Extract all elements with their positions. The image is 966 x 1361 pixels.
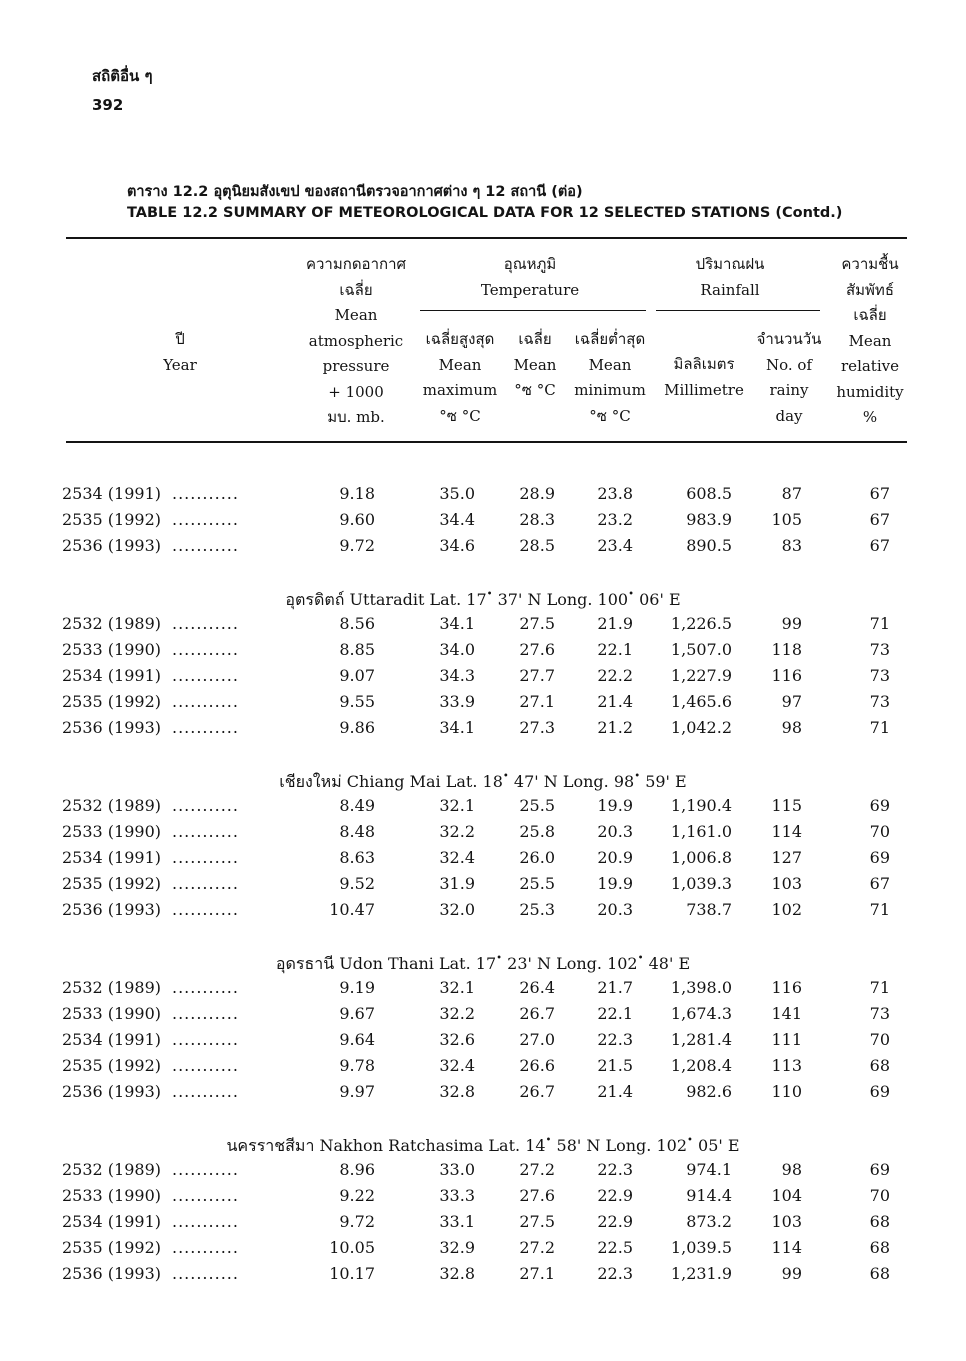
rainfall-group-rule (656, 310, 820, 311)
cell-tmean: 26.0 (519, 848, 555, 867)
cell-pressure: 10.47 (329, 900, 375, 919)
cell-humidity: 69 (869, 1160, 890, 1179)
degree-mark: • (486, 589, 493, 600)
cell-humidity: 70 (869, 822, 890, 841)
cell-pressure: 10.05 (329, 1238, 375, 1257)
leader-dots: ........... (172, 1160, 239, 1179)
lat-degrees: 18 (482, 772, 503, 791)
cell-year: 2536 (1993) (62, 718, 162, 737)
cell-year: 2535 (1992) (62, 510, 162, 529)
lat-minutes: 47' N (513, 772, 558, 791)
cell-tmax: 32.1 (439, 978, 475, 997)
cell-year: 2534 (1991) (62, 848, 162, 867)
station-name: Udon Thani (339, 954, 434, 973)
leader-dots: ........... (172, 978, 239, 997)
cell-humidity: 71 (869, 978, 890, 997)
cell-rainfall-mm: 974.1 (686, 1160, 732, 1179)
cell-rainfall-mm: 982.6 (686, 1082, 732, 1101)
leader-dots: ........... (172, 1264, 239, 1283)
leader-dots: ........... (172, 640, 239, 659)
cell-year: 2533 (1990) (62, 1186, 162, 1205)
cell-tmean: 27.5 (519, 614, 555, 633)
cell-rainfall-mm: 1,227.9 (670, 666, 732, 685)
cell-tmin: 22.3 (597, 1160, 633, 1179)
station-name: Chiang Mai (346, 772, 441, 791)
station-name: Uttaradit (349, 590, 425, 609)
lat-label: Lat. (445, 772, 478, 791)
cell-rainy-days: 116 (771, 666, 802, 685)
cell-pressure: 9.22 (339, 1186, 375, 1205)
cell-year: 2533 (1990) (62, 640, 162, 659)
cell-year: 2532 (1989) (62, 614, 162, 633)
cell-year: 2532 (1989) (62, 978, 162, 997)
leader-dots: ........... (172, 484, 239, 503)
cell-pressure: 10.17 (329, 1264, 375, 1283)
cell-year: 2534 (1991) (62, 1030, 162, 1049)
cell-tmax: 32.2 (439, 822, 475, 841)
table-title-thai: ตาราง 12.2 อุตุนิยมสังเขป ของสถานีตรวจอากาศต่าง ๆ 12 สถานี (ต่อ) (127, 184, 583, 200)
cell-rainy-days: 114 (771, 1238, 802, 1257)
cell-rainfall-mm: 1,190.4 (670, 796, 732, 815)
rainfall-group-header: ปริมาณฝน Rainfall (695, 255, 765, 299)
cell-rainy-days: 113 (771, 1056, 802, 1075)
degree-mark: • (637, 953, 644, 964)
cell-rainfall-mm: 1,231.9 (670, 1264, 732, 1283)
cell-rainfall-mm: 1,398.0 (670, 978, 732, 997)
cell-humidity: 73 (869, 666, 890, 685)
cell-tmax: 32.0 (439, 900, 475, 919)
rainy-days-header: จำนวนวัน No. of rainy day (756, 330, 822, 425)
degree-mark: • (545, 1135, 552, 1146)
cell-humidity: 68 (869, 1212, 890, 1231)
cell-tmin: 22.2 (597, 666, 633, 685)
cell-tmax: 32.8 (439, 1264, 475, 1283)
cell-tmin: 23.2 (597, 510, 633, 529)
leader-dots: ........... (172, 848, 239, 867)
leader-dots: ........... (172, 822, 239, 841)
cell-humidity: 67 (869, 484, 890, 503)
cell-year: 2535 (1992) (62, 874, 162, 893)
station-name: Nakhon Ratchasima (319, 1136, 484, 1155)
cell-rainy-days: 103 (771, 874, 802, 893)
cell-rainy-days: 127 (771, 848, 802, 867)
cell-tmin: 21.4 (597, 1082, 633, 1101)
tmean-header: เฉลี่ย Mean °ซ °C (513, 330, 557, 399)
cell-tmean: 28.3 (519, 510, 555, 529)
cell-year: 2534 (1991) (62, 1212, 162, 1231)
station-name-thai: อุตรดิตถ์ (285, 590, 345, 609)
cell-year: 2534 (1991) (62, 666, 162, 685)
cell-pressure: 8.56 (339, 614, 375, 633)
leader-dots: ........... (172, 1004, 239, 1023)
cell-pressure: 9.72 (339, 536, 375, 555)
cell-tmax: 32.9 (439, 1238, 475, 1257)
long-degrees: 102 (607, 954, 638, 973)
cell-pressure: 9.52 (339, 874, 375, 893)
cell-rainy-days: 141 (771, 1004, 802, 1023)
cell-rainfall-mm: 1,161.0 (670, 822, 732, 841)
leader-dots: ........... (172, 614, 239, 633)
cell-tmin: 22.9 (597, 1186, 633, 1205)
cell-tmax: 32.4 (439, 1056, 475, 1075)
cell-rainy-days: 105 (771, 510, 802, 529)
cell-pressure: 9.97 (339, 1082, 375, 1101)
long-label: Long. (605, 1136, 652, 1155)
cell-rainfall-mm: 608.5 (686, 484, 732, 503)
cell-rainy-days: 99 (781, 1264, 802, 1283)
lat-minutes: 37' N (497, 590, 542, 609)
station-name-thai: เชียงใหม่ (279, 772, 342, 791)
cell-tmin: 19.9 (597, 874, 633, 893)
cell-tmin: 20.3 (597, 900, 633, 919)
cell-tmax: 32.8 (439, 1082, 475, 1101)
cell-humidity: 71 (869, 718, 890, 737)
cell-year: 2533 (1990) (62, 1004, 162, 1023)
cell-tmean: 27.2 (519, 1160, 555, 1179)
cell-tmean: 27.0 (519, 1030, 555, 1049)
cell-rainfall-mm: 1,039.3 (670, 874, 732, 893)
cell-rainfall-mm: 1,507.0 (670, 640, 732, 659)
station-heading (0, 770, 966, 795)
leader-dots: ........... (172, 1030, 239, 1049)
cell-humidity: 68 (869, 1238, 890, 1257)
cell-tmean: 27.6 (519, 640, 555, 659)
lat-label: Lat. (439, 954, 471, 973)
cell-tmax: 34.1 (439, 614, 475, 633)
long-minutes: 05' E (698, 1136, 740, 1155)
cell-tmean: 26.4 (519, 978, 555, 997)
cell-tmean: 25.3 (519, 900, 555, 919)
cell-year: 2536 (1993) (62, 536, 162, 555)
cell-tmax: 33.0 (439, 1160, 475, 1179)
degree-mark: • (628, 589, 634, 600)
cell-rainfall-mm: 1,226.5 (670, 614, 732, 633)
cell-rainfall-mm: 1,039.5 (670, 1238, 732, 1257)
leader-dots: ........... (172, 1238, 239, 1257)
leader-dots: ........... (172, 666, 239, 685)
leader-dots: ........... (172, 1212, 239, 1231)
cell-humidity: 70 (869, 1186, 890, 1205)
cell-tmin: 21.9 (597, 614, 633, 633)
header-bottom-rule (66, 441, 907, 443)
cell-tmean: 26.7 (519, 1082, 555, 1101)
cell-rainfall-mm: 738.7 (686, 900, 732, 919)
cell-year: 2536 (1993) (62, 1264, 162, 1283)
cell-humidity: 69 (869, 796, 890, 815)
cell-tmax: 33.1 (439, 1212, 475, 1231)
cell-year: 2536 (1993) (62, 1082, 162, 1101)
cell-tmax: 34.6 (439, 536, 475, 555)
cell-tmax: 34.0 (439, 640, 475, 659)
cell-pressure: 9.72 (339, 1212, 375, 1231)
cell-rainfall-mm: 1,465.6 (670, 692, 732, 711)
cell-humidity: 68 (869, 1056, 890, 1075)
cell-year: 2533 (1990) (62, 822, 162, 841)
long-degrees: 102 (656, 1136, 688, 1155)
cell-humidity: 69 (869, 848, 890, 867)
humidity-header: ความชื้น สัมพัทธ์ เฉลี่ย Mean relative humidity % (836, 255, 904, 426)
lat-degrees: 14 (525, 1136, 546, 1155)
cell-tmean: 26.6 (519, 1056, 555, 1075)
cell-rainy-days: 103 (771, 1212, 802, 1231)
station-heading (0, 952, 966, 977)
cell-pressure: 9.07 (339, 666, 375, 685)
cell-tmax: 32.6 (439, 1030, 475, 1049)
cell-year: 2535 (1992) (62, 1238, 162, 1257)
cell-tmin: 22.5 (597, 1238, 633, 1257)
cell-tmean: 27.1 (519, 692, 555, 711)
cell-tmin: 22.1 (597, 1004, 633, 1023)
cell-tmin: 22.3 (597, 1030, 633, 1049)
degree-mark: • (496, 953, 503, 964)
cell-humidity: 73 (869, 640, 890, 659)
cell-tmin: 21.4 (597, 692, 633, 711)
cell-tmean: 28.5 (519, 536, 555, 555)
cell-rainfall-mm: 873.2 (686, 1212, 732, 1231)
station-heading (0, 1134, 966, 1159)
year-header: ปี Year (163, 330, 197, 374)
leader-dots: ........... (172, 510, 239, 529)
cell-rainy-days: 98 (781, 718, 802, 737)
degree-mark: • (687, 1135, 693, 1146)
degree-mark: • (634, 771, 641, 782)
station-heading (0, 588, 966, 613)
page-number: 392 (92, 96, 124, 114)
cell-tmin: 19.9 (597, 796, 633, 815)
cell-pressure: 9.18 (339, 484, 375, 503)
cell-tmean: 25.5 (519, 796, 555, 815)
tmax-header: เฉลี่ยสูงสุด Mean maximum °ซ °C (422, 330, 498, 425)
leader-dots: ........... (172, 796, 239, 815)
temperature-group-rule (420, 310, 646, 311)
cell-tmin: 21.5 (597, 1056, 633, 1075)
cell-humidity: 67 (869, 874, 890, 893)
cell-rainy-days: 98 (781, 1160, 802, 1179)
table-title-english: TABLE 12.2 SUMMARY OF METEOROLOGICAL DATA FOR 12 SELECTED STATIONS (Contd.) (127, 205, 843, 221)
station-name-thai: นครราชสีมา (226, 1136, 315, 1155)
cell-tmean: 27.3 (519, 718, 555, 737)
cell-rainy-days: 83 (781, 536, 802, 555)
cell-humidity: 69 (869, 1082, 890, 1101)
table-top-rule (66, 237, 907, 239)
cell-rainy-days: 104 (771, 1186, 802, 1205)
cell-rainfall-mm: 914.4 (686, 1186, 732, 1205)
pressure-header: ความกดอากาศ เฉลี่ย Mean atmospheric pressure + 1000 มบ. mb. (305, 255, 407, 426)
lat-minutes: 58' N (556, 1136, 601, 1155)
leader-dots: ........... (172, 692, 239, 711)
cell-rainfall-mm: 890.5 (686, 536, 732, 555)
cell-rainy-days: 118 (771, 640, 802, 659)
cell-year: 2536 (1993) (62, 900, 162, 919)
millimetre-header: มิลลิเมตร Millimetre (664, 355, 744, 399)
temperature-group-header: อุณหภูมิ Temperature (480, 255, 580, 299)
cell-tmean: 25.8 (519, 822, 555, 841)
cell-rainfall-mm: 1,281.4 (670, 1030, 732, 1049)
lat-degrees: 17 (466, 590, 487, 609)
section-label: สถิติอื่น ๆ (92, 67, 153, 85)
tmin-header: เฉลี่ยต่ำสุด Mean minimum °ซ °C (574, 330, 646, 425)
cell-rainy-days: 111 (771, 1030, 802, 1049)
lat-minutes: 23' N (507, 954, 551, 973)
long-degrees: 98 (613, 772, 635, 791)
leader-dots: ........... (172, 1056, 239, 1075)
long-label: Long. (562, 772, 609, 791)
degree-mark: • (502, 771, 509, 782)
cell-pressure: 9.78 (339, 1056, 375, 1075)
lat-label: Lat. (429, 590, 462, 609)
cell-rainfall-mm: 1,042.2 (670, 718, 732, 737)
cell-pressure: 8.85 (339, 640, 375, 659)
cell-tmean: 27.1 (519, 1264, 555, 1283)
cell-tmin: 22.9 (597, 1212, 633, 1231)
cell-pressure: 9.67 (339, 1004, 375, 1023)
cell-rainfall-mm: 1,006.8 (670, 848, 732, 867)
cell-rainy-days: 102 (771, 900, 802, 919)
lat-label: Lat. (488, 1136, 521, 1155)
long-degrees: 100 (597, 590, 629, 609)
cell-rainfall-mm: 1,674.3 (670, 1004, 732, 1023)
cell-tmax: 34.3 (439, 666, 475, 685)
cell-pressure: 8.48 (339, 822, 375, 841)
cell-rainy-days: 110 (771, 1082, 802, 1101)
long-minutes: 06' E (639, 590, 681, 609)
cell-pressure: 9.86 (339, 718, 375, 737)
cell-pressure: 9.55 (339, 692, 375, 711)
cell-tmean: 25.5 (519, 874, 555, 893)
cell-rainfall-mm: 983.9 (686, 510, 732, 529)
cell-tmax: 35.0 (439, 484, 475, 503)
cell-humidity: 67 (869, 536, 890, 555)
cell-rainy-days: 97 (781, 692, 802, 711)
long-label: Long. (556, 954, 602, 973)
long-label: Long. (546, 590, 593, 609)
leader-dots: ........... (172, 1186, 239, 1205)
leader-dots: ........... (172, 900, 239, 919)
cell-year: 2535 (1992) (62, 692, 162, 711)
leader-dots: ........... (172, 1082, 239, 1101)
cell-tmin: 20.3 (597, 822, 633, 841)
cell-tmin: 22.1 (597, 640, 633, 659)
long-minutes: 59' E (645, 772, 687, 791)
cell-pressure: 9.19 (339, 978, 375, 997)
cell-rainfall-mm: 1,208.4 (670, 1056, 732, 1075)
cell-pressure: 9.64 (339, 1030, 375, 1049)
cell-year: 2532 (1989) (62, 796, 162, 815)
cell-tmax: 32.2 (439, 1004, 475, 1023)
cell-tmax: 31.9 (439, 874, 475, 893)
station-name-thai: อุดรธานี (275, 954, 335, 973)
leader-dots: ........... (172, 718, 239, 737)
cell-tmax: 32.1 (439, 796, 475, 815)
cell-rainy-days: 116 (771, 978, 802, 997)
cell-humidity: 67 (869, 510, 890, 529)
cell-tmax: 34.4 (439, 510, 475, 529)
cell-tmax: 32.4 (439, 848, 475, 867)
cell-humidity: 71 (869, 900, 890, 919)
cell-tmin: 21.7 (597, 978, 633, 997)
cell-rainy-days: 99 (781, 614, 802, 633)
cell-rainy-days: 87 (781, 484, 802, 503)
cell-tmin: 20.9 (597, 848, 633, 867)
cell-year: 2534 (1991) (62, 484, 162, 503)
cell-pressure: 8.96 (339, 1160, 375, 1179)
cell-tmin: 22.3 (597, 1264, 633, 1283)
cell-pressure: 8.63 (339, 848, 375, 867)
cell-rainy-days: 115 (771, 796, 802, 815)
cell-tmin: 21.2 (597, 718, 633, 737)
long-minutes: 48' E (648, 954, 691, 973)
cell-tmin: 23.8 (597, 484, 633, 503)
cell-tmean: 27.5 (519, 1212, 555, 1231)
cell-tmax: 34.1 (439, 718, 475, 737)
cell-tmean: 27.6 (519, 1186, 555, 1205)
cell-tmean: 27.7 (519, 666, 555, 685)
cell-year: 2532 (1989) (62, 1160, 162, 1179)
cell-tmean: 26.7 (519, 1004, 555, 1023)
cell-pressure: 9.60 (339, 510, 375, 529)
leader-dots: ........... (172, 874, 239, 893)
cell-tmean: 27.2 (519, 1238, 555, 1257)
cell-humidity: 68 (869, 1264, 890, 1283)
cell-tmax: 33.3 (439, 1186, 475, 1205)
leader-dots: ........... (172, 536, 239, 555)
cell-tmin: 23.4 (597, 536, 633, 555)
cell-tmax: 33.9 (439, 692, 475, 711)
cell-year: 2535 (1992) (62, 1056, 162, 1075)
cell-tmean: 28.9 (519, 484, 555, 503)
cell-pressure: 8.49 (339, 796, 375, 815)
cell-humidity: 73 (869, 692, 890, 711)
cell-rainy-days: 114 (771, 822, 802, 841)
cell-humidity: 71 (869, 614, 890, 633)
lat-degrees: 17 (475, 954, 497, 973)
cell-humidity: 73 (869, 1004, 890, 1023)
cell-humidity: 70 (869, 1030, 890, 1049)
